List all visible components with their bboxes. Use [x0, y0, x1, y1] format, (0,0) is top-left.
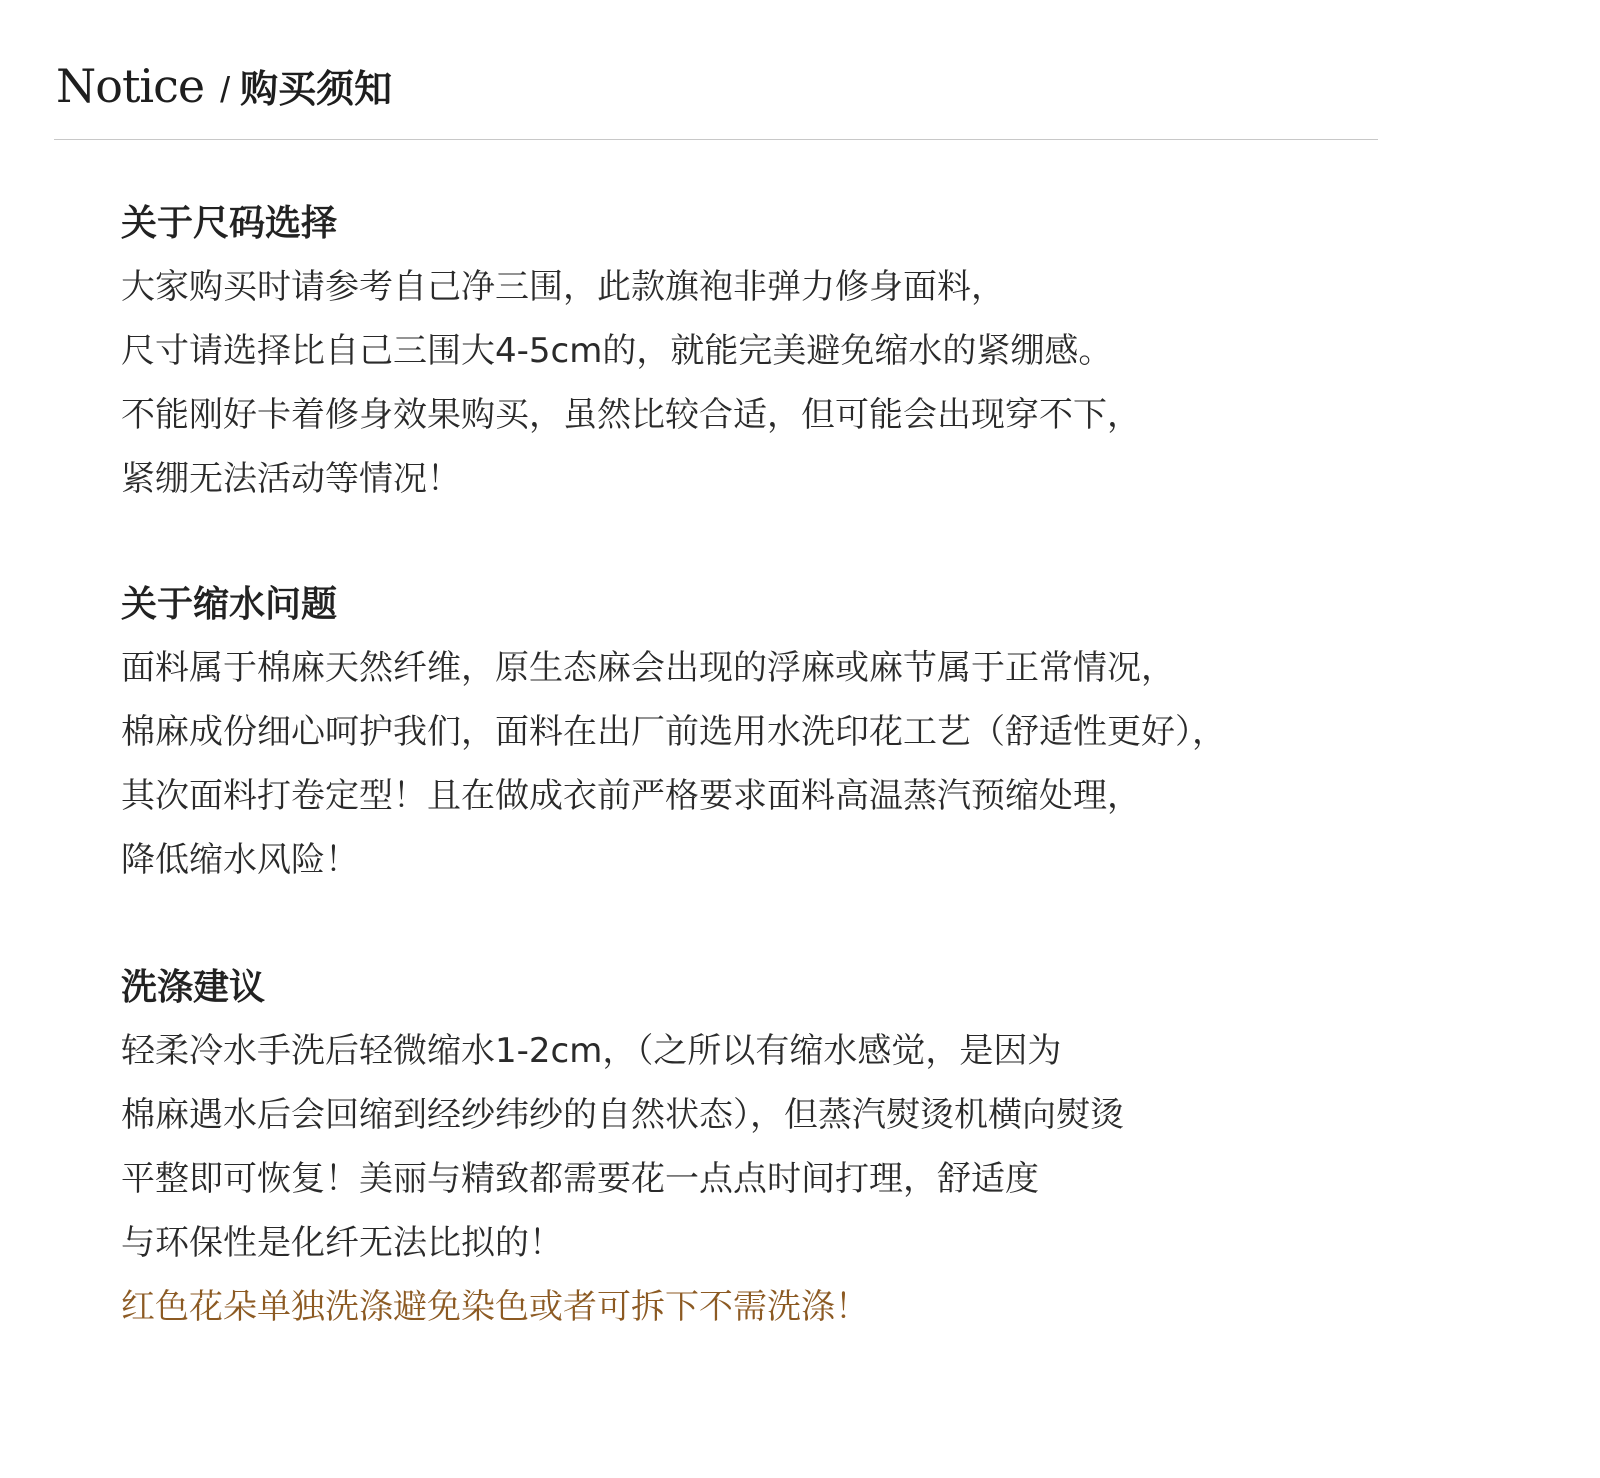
section-washing: [121, 963, 1561, 1346]
section-shrinkage: [121, 580, 1561, 899]
section-line: 面料属于棉麻天然纤维，原生态麻会出现的浮麻或麻节属于正常情况，: [121, 648, 1175, 688]
section-line: 不能刚好卡着修身效果购买，虽然比较合适，但可能会出现穿不下，: [121, 395, 1141, 435]
page-header: [56, 58, 392, 118]
section-size-selection: [121, 199, 1561, 518]
section-line: 与环保性是化纤无法比拟的！: [121, 1223, 563, 1263]
section-line: 降低缩水风险！: [121, 840, 359, 880]
section-title: 关于尺码选择: [121, 203, 338, 244]
section-title: 洗涤建议: [121, 967, 266, 1008]
section-line: 紧绷无法活动等情况！: [121, 459, 461, 499]
section-title: 关于缩水问题: [121, 584, 338, 625]
section-line: 棉麻遇水后会回缩到经纱纬纱的自然状态），但蒸汽熨烫机横向熨烫: [121, 1095, 1124, 1135]
header-title-cn: 购买须知: [240, 67, 393, 111]
section-line: 轻柔冷水手洗后轻微缩水1-2cm，（之所以有缩水感觉，是因为: [121, 1031, 1062, 1071]
header-divider: [54, 139, 1378, 140]
section-line: 棉麻成份细心呵护我们，面料在出厂前选用水洗印花工艺（舒适性更好），: [121, 712, 1226, 752]
section-line: 大家购买时请参考自己净三围，此款旗袍非弹力修身面料，: [121, 267, 1005, 307]
header-separator: /: [220, 69, 231, 110]
section-line: 尺寸请选择比自己三围大4-5cm的，就能完美避免缩水的紧绷感。: [121, 331, 1113, 371]
washing-highlight-note: 红色花朵单独洗涤避免染色或者可拆下不需洗涤！: [121, 1287, 869, 1327]
section-line: 平整即可恢复！美丽与精致都需要花一点点时间打理，舒适度: [121, 1159, 1039, 1199]
header-title-en: Notice: [56, 59, 205, 113]
section-line: 其次面料打卷定型！且在做成衣前严格要求面料高温蒸汽预缩处理，: [121, 776, 1141, 816]
